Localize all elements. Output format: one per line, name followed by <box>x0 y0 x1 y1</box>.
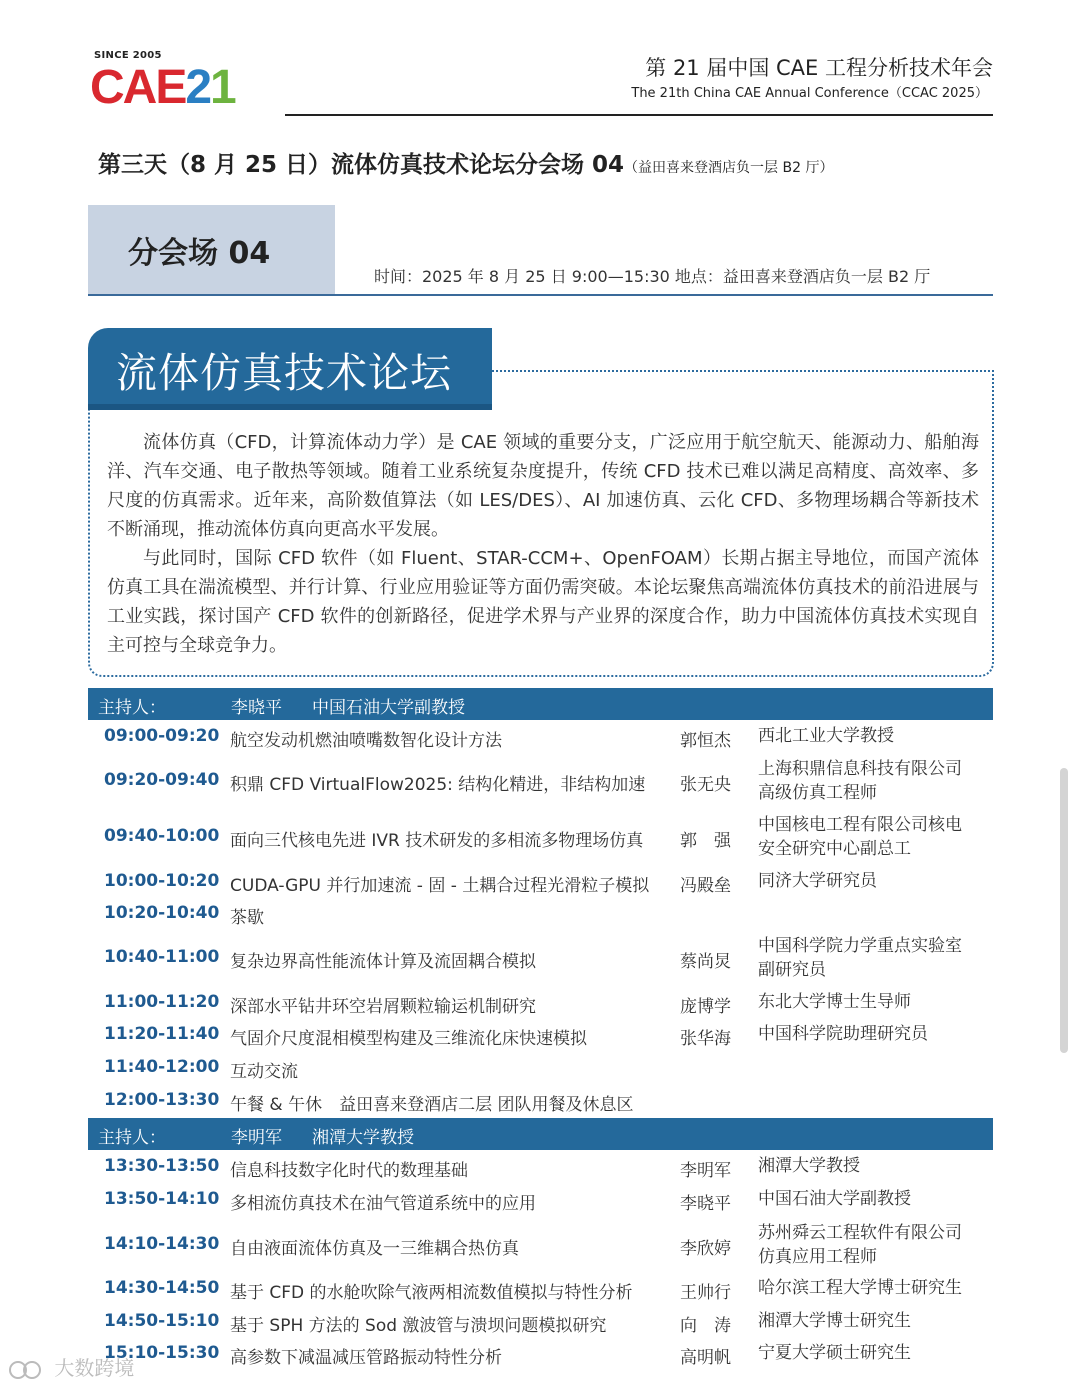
row-topic: 信息科技数字化时代的数理基础 <box>230 1161 468 1181</box>
row-topic: 多相流仿真技术在油气管道系统中的应用 <box>230 1194 536 1214</box>
day-title-venue: （益田喜来登酒店负一层 B2 厅） <box>624 160 834 176</box>
row-org: 西北工业大学教授 <box>758 726 894 746</box>
row-speaker: 郭恒杰 <box>680 731 731 751</box>
row-org: 宁夏大学硕士研究生 <box>758 1343 911 1363</box>
row-topic: CUDA-GPU 并行加速流 - 固 - 土耦合过程光滑粒子模拟 <box>230 876 650 896</box>
header-divider <box>285 114 993 116</box>
host-label: 主持人： <box>98 698 166 718</box>
row-topic: 高参数下减温减压管路振动特性分析 <box>230 1348 502 1368</box>
host-name: 李晓平 <box>231 698 282 718</box>
row-org: 中国科学院助理研究员 <box>758 1024 928 1044</box>
row-topic: 深部水平钻井环空岩屑颗粒输运机制研究 <box>230 997 536 1017</box>
row-topic: 航空发动机燃油喷嘴数智化设计方法 <box>230 731 502 751</box>
forum-paragraph: 与此同时，国际 CFD 软件（如 Fluent、STAR-CCM+、OpenFOAM）长期占据主导地位，而国产流体仿真工具在湍流模型、并行计算、行业应用验证等方面仍需突破。本论坛聚焦高端流体仿真技术的前沿进展与工业实践，探讨国产 CFD 软件的创新路径，促进学术界与产业界的深度合作，助力中国流体仿真技术实现自主可控与全球竞争力。 <box>107 548 979 656</box>
forum-dotted-border <box>492 370 990 372</box>
host-bar-afternoon <box>88 1118 993 1150</box>
row-org: 同济大学研究员 <box>758 871 877 891</box>
day-title-main: 第三天（8 月 25 日）流体仿真技术论坛分会场 04 <box>98 152 625 178</box>
forum-title: 流体仿真技术论坛 <box>116 349 452 397</box>
row-time: 10:00-10:20 <box>104 871 220 891</box>
row-topic: 面向三代核电先进 IVR 技术研发的多相流多物理场仿真 <box>230 831 644 851</box>
row-time: 15:10-15:30 <box>104 1343 220 1363</box>
forum-paragraph: 流体仿真（CFD，计算流体动力学）是 CAE 领域的重要分支，广泛应用于航空航天、能源动力、船舶海洋、汽车交通、电子散热等领域。随着工业系统复杂度提升，传统 CFD 技术已难以满足高精度、高效率、多尺度的仿真需求。近年来，高阶数值算法（如 LES/DES）、AI 加速仿真、云化 CFD、多物理场耦合等新技术不断涌现，推动流体仿真向更高水平发展。 <box>107 432 979 540</box>
logo-digit-2: 2 <box>185 61 211 114</box>
row-speaker: 张华海 <box>680 1029 731 1049</box>
row-time: 09:40-10:00 <box>104 826 220 846</box>
row-topic: 午餐 & 午休 益田喜来登酒店二层 团队用餐及休息区 <box>230 1095 634 1115</box>
row-time: 14:30-14:50 <box>104 1278 220 1298</box>
row-topic: 积鼎 CFD VirtualFlow2025: 结构化精进，非结构加速 <box>230 775 646 795</box>
row-speaker: 李明军 <box>680 1161 731 1181</box>
row-time: 10:40-11:00 <box>104 947 220 967</box>
row-org: 湘潭大学教授 <box>758 1156 860 1176</box>
session-label: 分会场 04 <box>128 236 271 271</box>
row-topic: 茶歇 <box>230 908 264 928</box>
row-speaker: 庞博学 <box>680 997 731 1017</box>
row-speaker: 张无央 <box>680 775 731 795</box>
row-speaker: 高明帆 <box>680 1348 731 1368</box>
row-time: 11:40-12:00 <box>104 1057 220 1077</box>
row-org: 中国科学院力学重点实验室 <box>758 936 962 956</box>
row-time: 12:00-13:30 <box>104 1090 220 1110</box>
session-divider <box>88 294 993 296</box>
row-speaker: 李欣婷 <box>680 1239 731 1259</box>
logo-cae: CAE <box>90 61 186 114</box>
row-topic: 基于 CFD 的水舱吹除气液两相流数值模拟与特性分析 <box>230 1283 633 1303</box>
row-org: 湘潭大学博士研究生 <box>758 1311 911 1331</box>
row-org: 哈尔滨工程大学博士研究生 <box>758 1278 962 1298</box>
row-org: 安全研究中心副总工 <box>758 839 911 859</box>
row-time: 14:50-15:10 <box>104 1311 220 1331</box>
host-bar-morning <box>88 688 993 720</box>
watermark <box>8 1352 134 1381</box>
row-topic: 气固介尺度混相模型构建及三维流化床快速模拟 <box>230 1029 587 1049</box>
host-title: 中国石油大学副教授 <box>312 698 465 718</box>
logo-mark <box>90 60 235 116</box>
host-title: 湘潭大学教授 <box>312 1128 414 1148</box>
row-time: 10:20-10:40 <box>104 903 220 923</box>
row-time: 09:00-09:20 <box>104 726 220 746</box>
cae21-logo <box>90 50 280 114</box>
forum-intro-text <box>107 428 979 660</box>
host-label: 主持人： <box>98 1128 166 1148</box>
row-speaker: 蔡尚炅 <box>680 952 731 972</box>
conference-title-en: The 21th China CAE Annual Conference（CCAC 2025） <box>631 86 988 101</box>
logo-digit-1: 1 <box>210 61 235 114</box>
row-topic: 复杂边界高性能流体计算及流固耦合模拟 <box>230 952 536 972</box>
row-time: 09:20-09:40 <box>104 770 220 790</box>
session-info: 时间：2025 年 8 月 25 日 9:00—15:30 地点：益田喜来登酒店负一层 B2 厅 <box>374 267 931 286</box>
watermark-text: 大数跨境 <box>54 1356 135 1380</box>
row-topic: 基于 SPH 方法的 Sod 激波管与溃坝问题模拟研究 <box>230 1316 607 1336</box>
row-org: 高级仿真工程师 <box>758 783 877 803</box>
row-org: 仿真应用工程师 <box>758 1247 877 1267</box>
row-speaker: 王帅行 <box>680 1283 731 1303</box>
row-time: 11:20-11:40 <box>104 1024 220 1044</box>
conference-title-cn: 第 21 届中国 CAE 工程分析技术年会 <box>645 56 993 80</box>
row-time: 13:50-14:10 <box>104 1189 220 1209</box>
row-speaker: 冯殿垒 <box>680 876 731 896</box>
row-time: 14:10-14:30 <box>104 1234 220 1254</box>
row-org: 苏州舜云工程软件有限公司 <box>758 1223 962 1243</box>
row-org: 中国核电工程有限公司核电 <box>758 815 962 835</box>
row-time: 11:00-11:20 <box>104 992 220 1012</box>
day-title <box>98 146 833 179</box>
logo-since: SINCE 2005 <box>94 50 162 61</box>
row-topic: 自由液面流体仿真及一三维耦合热仿真 <box>230 1239 519 1259</box>
row-speaker: 郭 强 <box>680 831 731 851</box>
row-org: 东北大学博士生导师 <box>758 992 911 1012</box>
host-name: 李明军 <box>231 1128 282 1148</box>
forum-title-tab <box>88 328 492 410</box>
row-org: 上海积鼎信息科技有限公司 <box>758 759 962 779</box>
row-org: 副研究员 <box>758 960 826 980</box>
row-speaker: 李晓平 <box>680 1194 731 1214</box>
row-speaker: 向 涛 <box>680 1316 731 1336</box>
row-time: 13:30-13:50 <box>104 1156 220 1176</box>
watermark-icon <box>8 1359 48 1381</box>
row-topic: 互动交流 <box>230 1062 298 1082</box>
row-org: 中国石油大学副教授 <box>758 1189 911 1209</box>
scrollbar-thumb[interactable] <box>1060 768 1068 1053</box>
